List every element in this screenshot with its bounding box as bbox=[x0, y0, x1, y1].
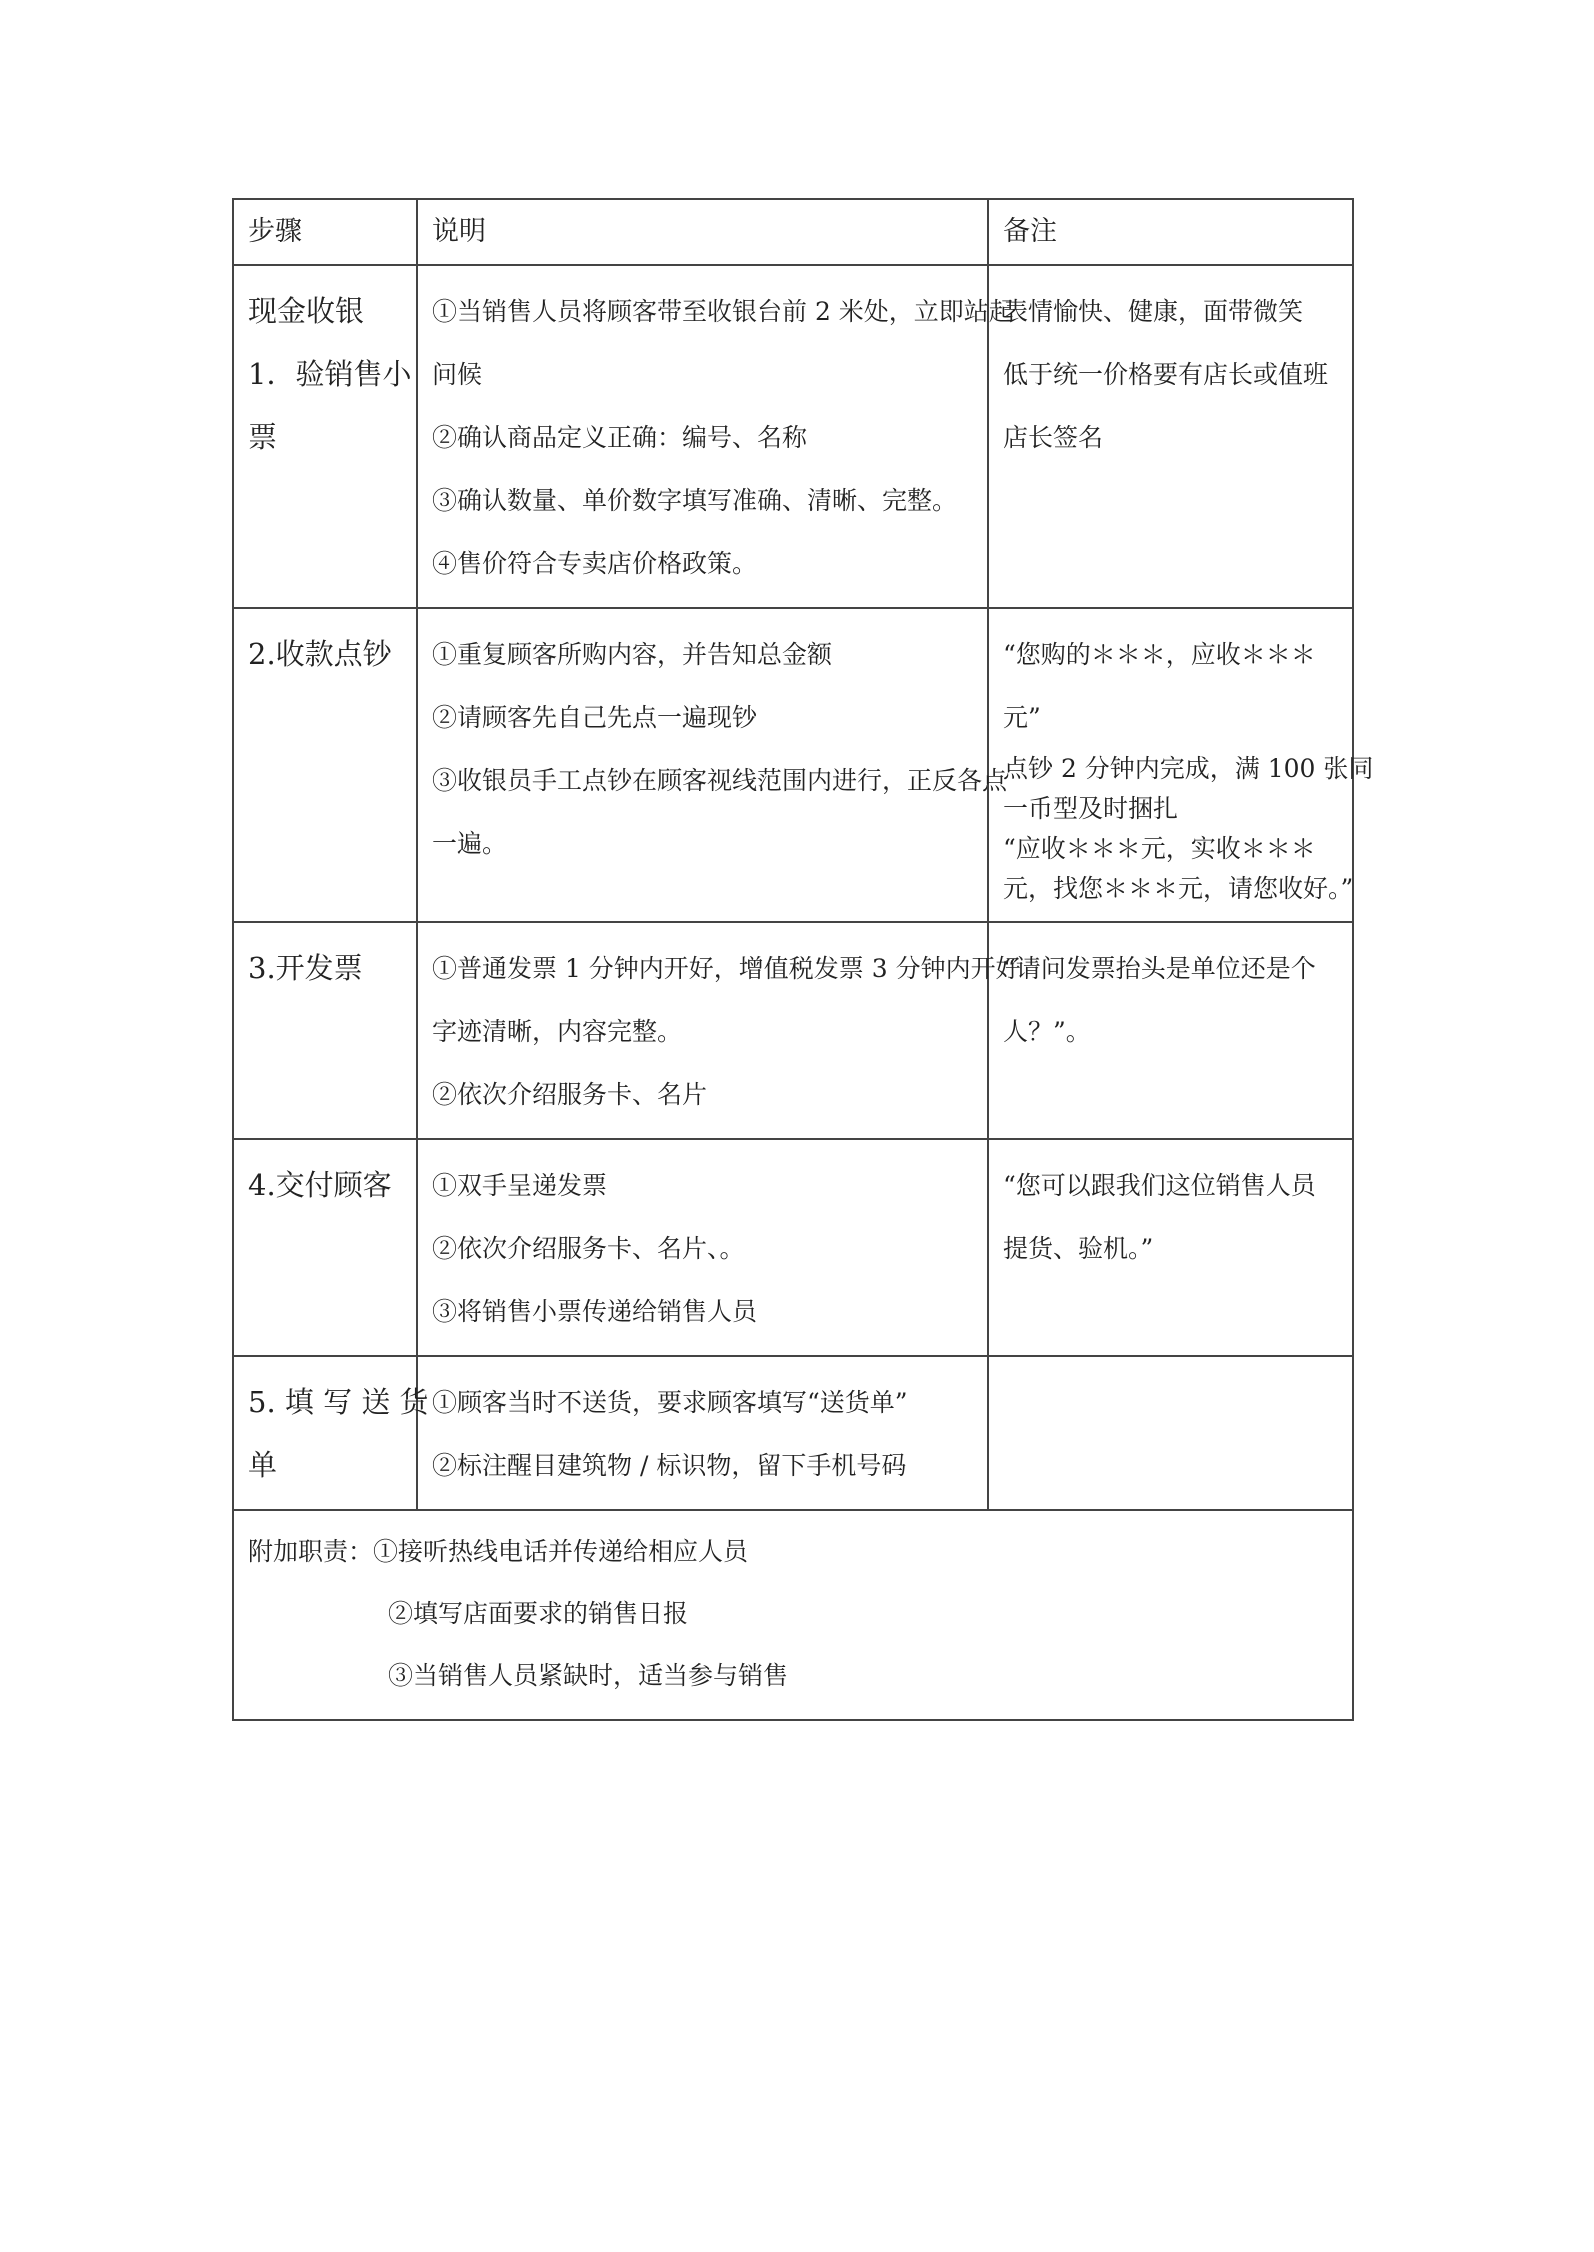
additional-duty-item: ③当销售人员紧缺时，适当参与销售 bbox=[388, 1661, 789, 1690]
description-line: ①重复顾客所购内容，并告知总金额 bbox=[432, 640, 833, 669]
description-line: 一遍。 bbox=[432, 829, 508, 858]
remark-line: 店长签名 bbox=[1003, 423, 1104, 452]
remark-line: 元，找您＊＊＊元，请您收好。” bbox=[1003, 874, 1354, 903]
description-cell bbox=[417, 1356, 988, 1510]
step-text: 3.开发票 bbox=[248, 951, 363, 985]
description-line: ④售价符合专卖店价格政策。 bbox=[432, 549, 758, 578]
additional-duty-item: ①接听热线电话并传递给相应人员 bbox=[373, 1537, 749, 1566]
additional-duties-label: 附加职责： bbox=[248, 1537, 374, 1566]
step-text: 1．验销售小 bbox=[248, 357, 412, 391]
remark-line: 点钞 2 分钟内完成，满 100 张同 bbox=[1003, 754, 1374, 783]
remark-line: “应收＊＊＊元，实收＊＊＊ bbox=[1003, 834, 1316, 863]
description-line: ②依次介绍服务卡、名片 bbox=[432, 1080, 708, 1109]
table-row bbox=[233, 1139, 1353, 1356]
additional-duty-item: ②填写店面要求的销售日报 bbox=[388, 1599, 689, 1628]
table-row bbox=[233, 1356, 1353, 1510]
description-line: ②依次介绍服务卡、名片、。 bbox=[432, 1234, 745, 1263]
table-row bbox=[233, 922, 1353, 1139]
description-line: ②请顾客先自己先点一遍现钞 bbox=[432, 703, 758, 732]
step-text: 单 bbox=[248, 1448, 278, 1482]
table-row bbox=[233, 265, 1353, 608]
step-cell bbox=[233, 1139, 417, 1356]
step-text: 5. 填 写 送 货 bbox=[248, 1385, 429, 1419]
remark-cell bbox=[988, 922, 1353, 1139]
description-line: ①顾客当时不送货，要求顾客填写“送货单” bbox=[432, 1388, 908, 1417]
description-line: ③确认数量、单价数字填写准确、清晰、完整。 bbox=[432, 486, 958, 515]
remark-line: “请问发票抬头是单位还是个 bbox=[1003, 954, 1316, 983]
description-line: 问候 bbox=[432, 360, 483, 389]
step-cell bbox=[233, 1356, 429, 1510]
remark-line: “您购的＊＊＊，应收＊＊＊ bbox=[1003, 640, 1316, 669]
remark-line: 人？”。 bbox=[1003, 1017, 1091, 1046]
header-remarks: 备注 bbox=[988, 199, 1353, 265]
additional-duties-row bbox=[233, 1510, 1353, 1720]
additional-duties-line bbox=[248, 1521, 1338, 1583]
header-step: 步骤 bbox=[233, 199, 417, 265]
description-line: ③将销售小票传递给销售人员 bbox=[432, 1297, 758, 1326]
description-cell bbox=[417, 1139, 988, 1356]
remark-cell bbox=[988, 1356, 1353, 1510]
remark-line: 一币型及时捆扎 bbox=[1003, 794, 1179, 823]
step-text: 4.交付顾客 bbox=[248, 1168, 392, 1202]
step-text: 票 bbox=[248, 420, 278, 454]
description-line: 字迹清晰，内容完整。 bbox=[432, 1017, 683, 1046]
table-header-row bbox=[233, 199, 1353, 265]
header-description: 说明 bbox=[417, 199, 988, 265]
additional-duties-cell bbox=[233, 1510, 1353, 1720]
description-line: ②标注醒目建筑物 / 标识物，留下手机号码 bbox=[432, 1451, 907, 1480]
description-line: ②确认商品定义正确：编号、名称 bbox=[432, 423, 808, 452]
table-row bbox=[233, 608, 1353, 922]
description-cell bbox=[417, 608, 1008, 922]
remark-line: 表情愉快、健康，面带微笑 bbox=[1003, 297, 1304, 326]
description-cell bbox=[417, 265, 1014, 608]
remark-cell bbox=[988, 1139, 1353, 1356]
description-line: ①当销售人员将顾客带至收银台前 2 米处，立即站起 bbox=[432, 297, 1014, 326]
description-line: ①双手呈递发票 bbox=[432, 1171, 608, 1200]
step-cell bbox=[233, 608, 417, 922]
remark-line: “您可以跟我们这位销售人员 bbox=[1003, 1171, 1316, 1200]
remark-cell bbox=[988, 265, 1353, 608]
remark-line: 低于统一价格要有店长或值班 bbox=[1003, 360, 1329, 389]
step-cell bbox=[233, 922, 417, 1139]
step-text: 现金收银 bbox=[248, 294, 365, 328]
remark-line: 提货、验机。” bbox=[1003, 1234, 1154, 1263]
procedure-table bbox=[232, 198, 1374, 1721]
document-sheet bbox=[232, 198, 1374, 1721]
remark-cell bbox=[988, 608, 1374, 922]
description-line: ①普通发票 1 分钟内开好，增值税发票 3 分钟内开好 bbox=[432, 954, 1021, 983]
remark-line: 元” bbox=[1003, 703, 1041, 732]
description-line: ③收银员手工点钞在顾客视线范围内进行，正反各点 bbox=[432, 766, 1008, 795]
description-cell bbox=[417, 922, 1021, 1139]
step-cell bbox=[233, 265, 417, 608]
step-text: 2.收款点钞 bbox=[248, 637, 392, 671]
